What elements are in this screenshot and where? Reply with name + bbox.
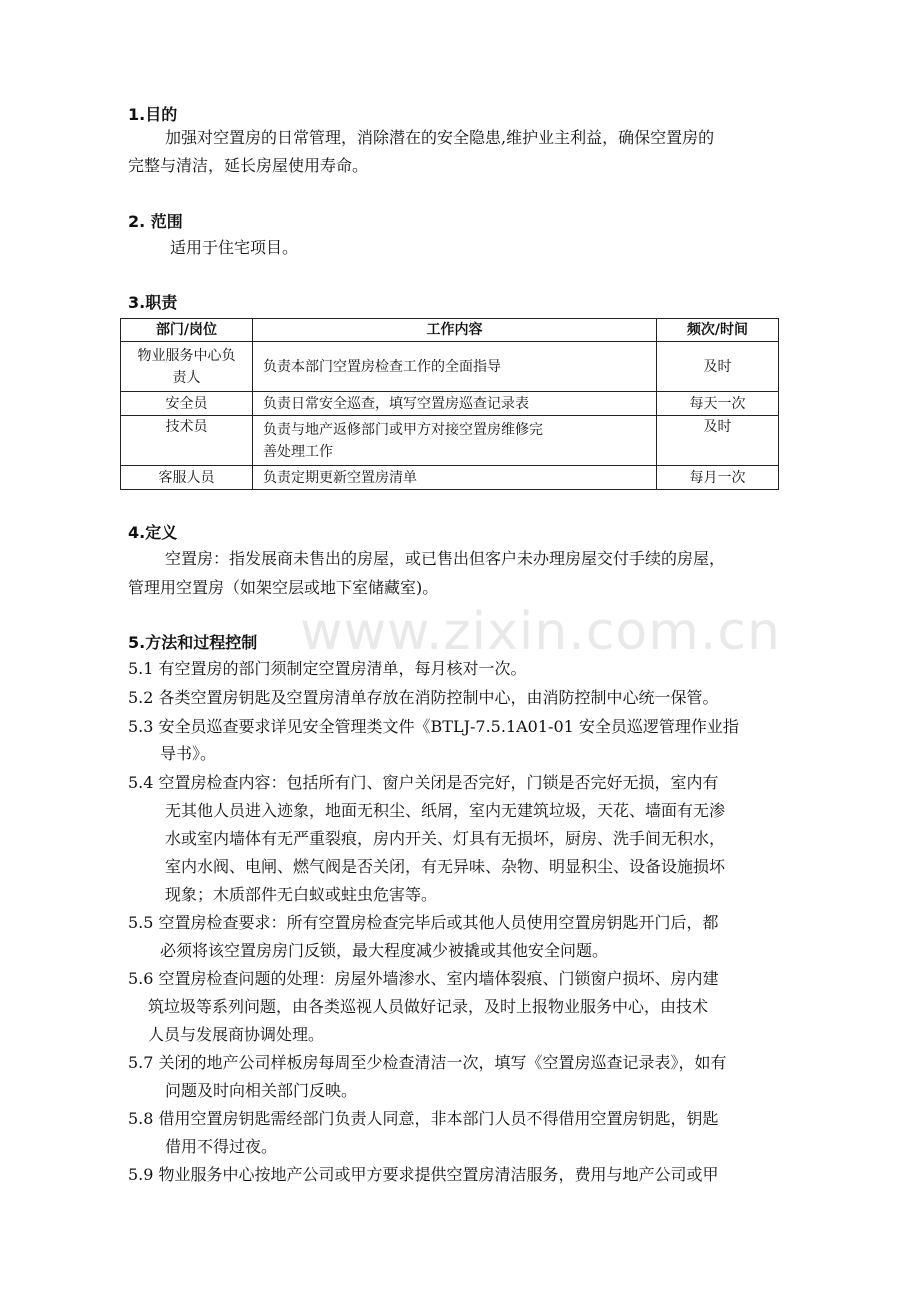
row-1-dept-line-1: 物业服务中心负: [137, 347, 236, 364]
row-2-dept: 安全员: [121, 392, 253, 416]
item-5-8-line-1: 5.8 借用空置房钥匙需经部门负责人同意，非本部门人员不得借用空置房钥匙，钥匙: [128, 1109, 719, 1128]
section-scope-title: 2. 范围: [128, 212, 183, 231]
row-1-freq: 及时: [657, 342, 779, 392]
definition-line-2: 管理用空置房（如架空层或地下室储藏室)。: [128, 578, 439, 597]
table-row: [121, 342, 779, 392]
definition-line-1: 空置房：指发展商未售出的房屋，或已售出但客户未办理房屋交付手续的房屋，: [165, 549, 726, 568]
item-5-5-line-2: 必须将该空置房房门反锁，最大程度减少被撬或其他安全问题。: [160, 941, 609, 960]
scope-text: 适用于住宅项目。: [170, 238, 299, 257]
table-header-dept: 部门/岗位: [121, 319, 253, 342]
table-header-content: 工作内容: [253, 319, 657, 342]
row-1-content: 负责本部门空置房检查工作的全面指导: [253, 342, 657, 392]
item-5-8-line-2: 借用不得过夜。: [165, 1137, 278, 1156]
row-3-freq: 及时: [657, 416, 779, 466]
section-purpose-title: 1.目的: [128, 105, 178, 124]
item-5-2: 5.2 各类空置房钥匙及空置房清单存放在消防控制中心，由消防控制中心统一保管。: [128, 688, 719, 707]
row-4-content: 负责定期更新空置房清单: [253, 466, 657, 490]
item-5-7-line-1: 5.7 关闭的地产公司样板房每周至少检查清洁一次，填写《空置房巡查记录表》，如有: [128, 1053, 727, 1072]
watermark: www.zixin.com.cn: [300, 602, 781, 662]
item-5-7-line-2: 问题及时向相关部门反映。: [165, 1081, 358, 1100]
section-duties-title: 3.职责: [128, 293, 178, 312]
item-5-5-line-1: 5.5 空置房检查要求：所有空置房检查完毕后或其他人员使用空置房钥匙开门后，都: [128, 913, 719, 932]
item-5-1: 5.1 有空置房的部门须制定空置房清单，每月核对一次。: [128, 659, 527, 678]
row-1-dept-line-2: 责人: [172, 369, 201, 386]
row-3-content-line-2: 善处理工作: [263, 443, 333, 460]
table-row: [121, 466, 779, 490]
row-3-content: [253, 416, 657, 466]
item-5-6-line-1: 5.6 空置房检查问题的处理：房屋外墙渗水、室内墙体裂痕、门锁窗户损坏、房内建: [128, 969, 719, 988]
row-3-dept: 技术员: [121, 416, 253, 466]
item-5-6-line-2: 筑垃圾等系列问题，由各类巡视人员做好记录，及时上报物业服务中心，由技术: [148, 997, 709, 1016]
item-5-6-line-3: 人员与发展商协调处理。: [148, 1025, 325, 1044]
row-4-freq: 每月一次: [657, 466, 779, 490]
item-5-4-line-3: 水或室内墙体有无严重裂痕，房内开关、灯具有无损坏，厨房、洗手间无积水，: [165, 829, 726, 848]
item-5-4-line-1: 5.4 空置房检查内容：包括所有门、窗户关闭是否完好，门锁是否完好无损，室内有: [128, 773, 719, 792]
section-definition-title: 4.定义: [128, 523, 178, 542]
item-5-3-line-2: 导书》。: [160, 744, 217, 763]
duties-table: [120, 318, 779, 490]
table-header-row: [121, 319, 779, 342]
section-method-title: 5.方法和过程控制: [128, 633, 258, 652]
item-5-4-line-2: 无其他人员进入迹象，地面无积尘、纸屑，室内无建筑垃圾，天花、墙面有无渗: [165, 801, 726, 820]
purpose-line-2: 完整与清洁，延长房屋使用寿命。: [128, 156, 369, 175]
row-3-content-line-1: 负责与地产返修部门或甲方对接空置房维修完: [263, 421, 543, 438]
row-2-content: 负责日常安全巡查，填写空置房巡查记录表: [253, 392, 657, 416]
row-1-dept: [121, 342, 253, 392]
item-5-3-line-1: 5.3 安全员巡查要求详见安全管理类文件《BTLJ-7.5.1A01-01 安全员巡逻管理作业指: [128, 717, 739, 736]
row-4-dept: 客服人员: [121, 466, 253, 490]
item-5-4-line-4: 室内水阀、电闸、燃气阀是否关闭，有无异味、杂物、明显积尘、设备设施损坏: [165, 857, 726, 876]
table-header-freq: 频次/时间: [657, 319, 779, 342]
item-5-9-line-1: 5.9 物业服务中心按地产公司或甲方要求提供空置房清洁服务，费用与地产公司或甲: [128, 1165, 719, 1184]
table-row: [121, 392, 779, 416]
purpose-line-1: 加强对空置房的日常管理，消除潜在的安全隐患,维护业主利益，确保空置房的: [165, 128, 715, 147]
table-row: [121, 416, 779, 466]
row-2-freq: 每天一次: [657, 392, 779, 416]
item-5-4-line-5: 现象；木质部件无白蚁或蛀虫危害等。: [165, 885, 438, 904]
